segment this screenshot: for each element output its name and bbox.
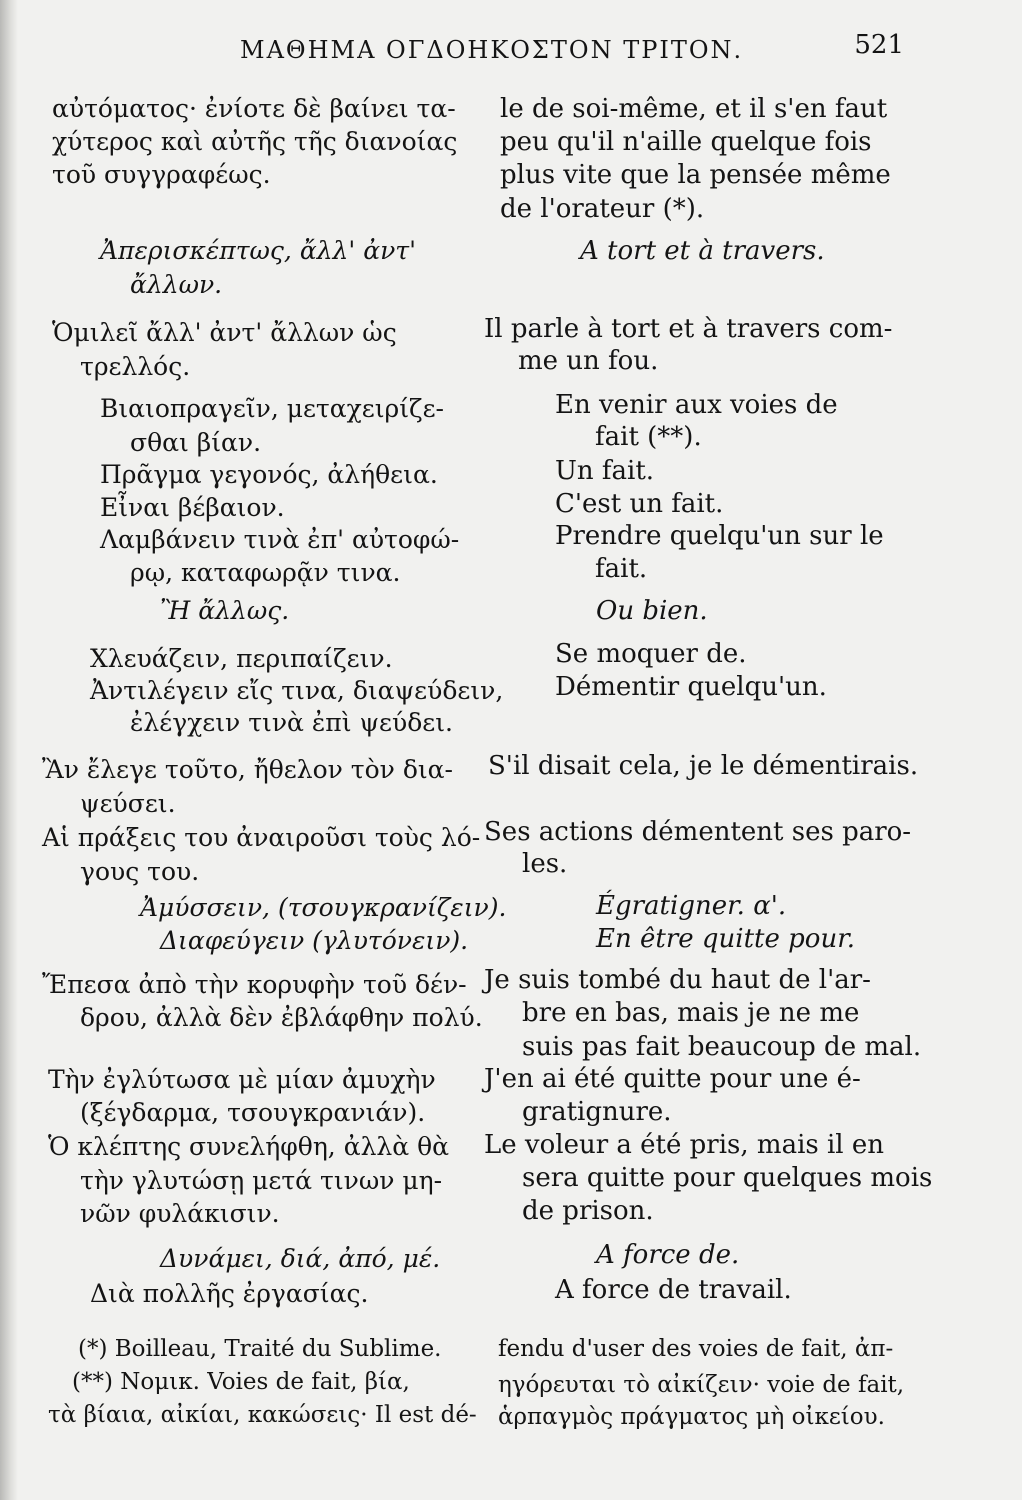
footnote-line: (*) Boilleau, Traité du Sublime. — [78, 1336, 442, 1362]
greek-line: Ἂν ἔλεγε τοῦτο, ἤθελον τὸν δια- — [42, 755, 453, 784]
french-line: A force de. — [596, 1240, 740, 1270]
french-line: gratignure. — [522, 1097, 672, 1127]
greek-line: Ὁμιλεῖ ἄλλ' ἀντ' ἄλλων ὡς — [52, 318, 397, 347]
french-line: A tort et à travers. — [580, 236, 825, 266]
greek-line: Διὰ πολλῆς ἐργασίας. — [90, 1279, 369, 1308]
greek-line: Πρᾶγμα γεγονός, ἀλήθεια. — [100, 460, 438, 489]
greek-line: Λαμβάνειν τινὰ ἐπ' αὐτοφώ- — [100, 525, 460, 554]
greek-line: Διαφεύγειν (γλυτόνειν). — [160, 926, 469, 955]
greek-line: Ἀντιλέγειν εἴς τινα, διαψεύδειν, — [90, 676, 504, 705]
greek-line: Δυνάμει, διά, ἀπό, μέ. — [160, 1244, 441, 1273]
greek-line: Ὁ κλέπτης συνελήφθη, ἀλλὰ θὰ — [48, 1132, 450, 1161]
french-line: A force de travail. — [555, 1275, 792, 1305]
french-line: bre en bas, mais je ne me — [522, 998, 860, 1028]
page-number: 521 — [854, 30, 904, 60]
french-line: Le voleur a été pris, mais il en — [484, 1130, 885, 1160]
french-line: de prison. — [522, 1196, 654, 1226]
running-title: ΜΑΘΗΜΑ ΟΓΔΟΗΚΟΣΤΟΝ ΤΡΙΤΟΝ. — [240, 36, 744, 64]
greek-line: δρου, ἀλλὰ δὲν ἐβλάφθην πολύ. — [80, 1003, 483, 1032]
greek-line: τὴν γλυτώσῃ μετά τινων μη- — [80, 1166, 443, 1195]
footnote-line: ἁρπαγμὸς πράγματος μὴ οἰκείου. — [498, 1404, 885, 1430]
greek-line: Χλευάζειν, περιπαίζειν. — [90, 644, 393, 673]
greek-line: Τὴν ἐγλύτωσα μὲ μίαν ἀμυχὴν — [48, 1065, 436, 1094]
french-line: Ou bien. — [596, 596, 708, 626]
french-line: me un fou. — [518, 346, 659, 376]
greek-line: χύτερος καὶ αὐτῆς τῆς διανοίας — [52, 127, 458, 156]
page-header — [0, 28, 1022, 68]
greek-line: Ἢ ἄλλως. — [160, 596, 290, 625]
page-gutter-shadow — [0, 0, 18, 1500]
french-line: fait. — [595, 554, 648, 584]
french-line: Démentir quelqu'un. — [555, 672, 827, 702]
greek-line: Βιαιοπραγεῖν, μεταχειρίζε- — [100, 394, 444, 423]
greek-line: τοῦ συγγραφέως. — [52, 160, 271, 189]
french-line: peu qu'il n'aille quelque fois — [500, 127, 872, 157]
greek-line: Ἔπεσα ἀπὸ τὴν κορυφὴν τοῦ δέν- — [42, 970, 467, 999]
greek-line: Ἀπερισκέπτως, ἄλλ' ἀντ' — [100, 236, 416, 265]
french-line: Égratigner. α'. — [596, 891, 787, 921]
french-line: suis pas fait beaucoup de mal. — [522, 1032, 922, 1062]
greek-line: Αἱ πράξεις του ἀναιροῦσι τοὺς λό- — [42, 823, 481, 852]
french-line: de l'orateur (*). — [500, 194, 705, 224]
french-line: Prendre quelqu'un sur le — [555, 521, 884, 551]
greek-line: ἐλέγχειν τινὰ ἐπὶ ψεύδει. — [130, 708, 453, 737]
french-line: En venir aux voies de — [555, 390, 838, 420]
french-line: S'il disait cela, je le démentirais. — [488, 751, 919, 781]
greek-line: ψεύσει. — [80, 789, 176, 818]
french-line: Il parle à tort et à travers com- — [484, 314, 893, 344]
french-line: Ses actions démentent ses paro- — [484, 817, 912, 847]
french-line: plus vite que la pensée même — [500, 160, 891, 190]
greek-line: Ἀμύσσειν, (τσουγκρανίζειν). — [140, 893, 507, 922]
french-line: Un fait. — [555, 456, 655, 486]
greek-line: σθαι βίαν. — [130, 428, 262, 457]
french-line: C'est un fait. — [555, 489, 724, 519]
french-line: J'en ai été quitte pour une é- — [484, 1064, 861, 1094]
french-line: les. — [522, 849, 568, 879]
french-line: En être quitte pour. — [596, 924, 856, 954]
greek-line: ἄλλων. — [130, 270, 223, 299]
french-line: Je suis tombé du haut de l'ar- — [484, 965, 871, 995]
french-line: Se moquer de. — [555, 639, 747, 669]
footnote-line: fendu d'user des voies de fait, ἀπ- — [498, 1336, 894, 1362]
footnote-line: τὰ βίαια, αἰκίαι, κακώσεις· Il est dé- — [48, 1402, 477, 1428]
footnote-line: (**) Νομικ. Voies de fait, βία, — [72, 1369, 410, 1395]
greek-line: τρελλός. — [80, 352, 191, 381]
greek-line: (ξέγδαρμα, τσουγκρανιάν). — [80, 1098, 426, 1127]
french-line: le de soi-même, et il s'en faut — [500, 94, 888, 124]
french-line: sera quitte pour quelques mois — [522, 1163, 933, 1193]
greek-line: γους του. — [80, 857, 200, 886]
footnote-line: ηγόρευται τὸ αἰκίζειν· voie de fait, — [498, 1372, 905, 1398]
greek-line: ρῳ, καταφωρᾷν τινα. — [130, 558, 401, 587]
greek-line: νῶν φυλάκισιν. — [80, 1199, 280, 1228]
french-line: fait (**). — [595, 422, 702, 452]
greek-line: Εἶναι βέβαιον. — [100, 493, 285, 522]
greek-line: αὐτόματος· ἐνίοτε δὲ βαίνει τα- — [52, 94, 456, 123]
